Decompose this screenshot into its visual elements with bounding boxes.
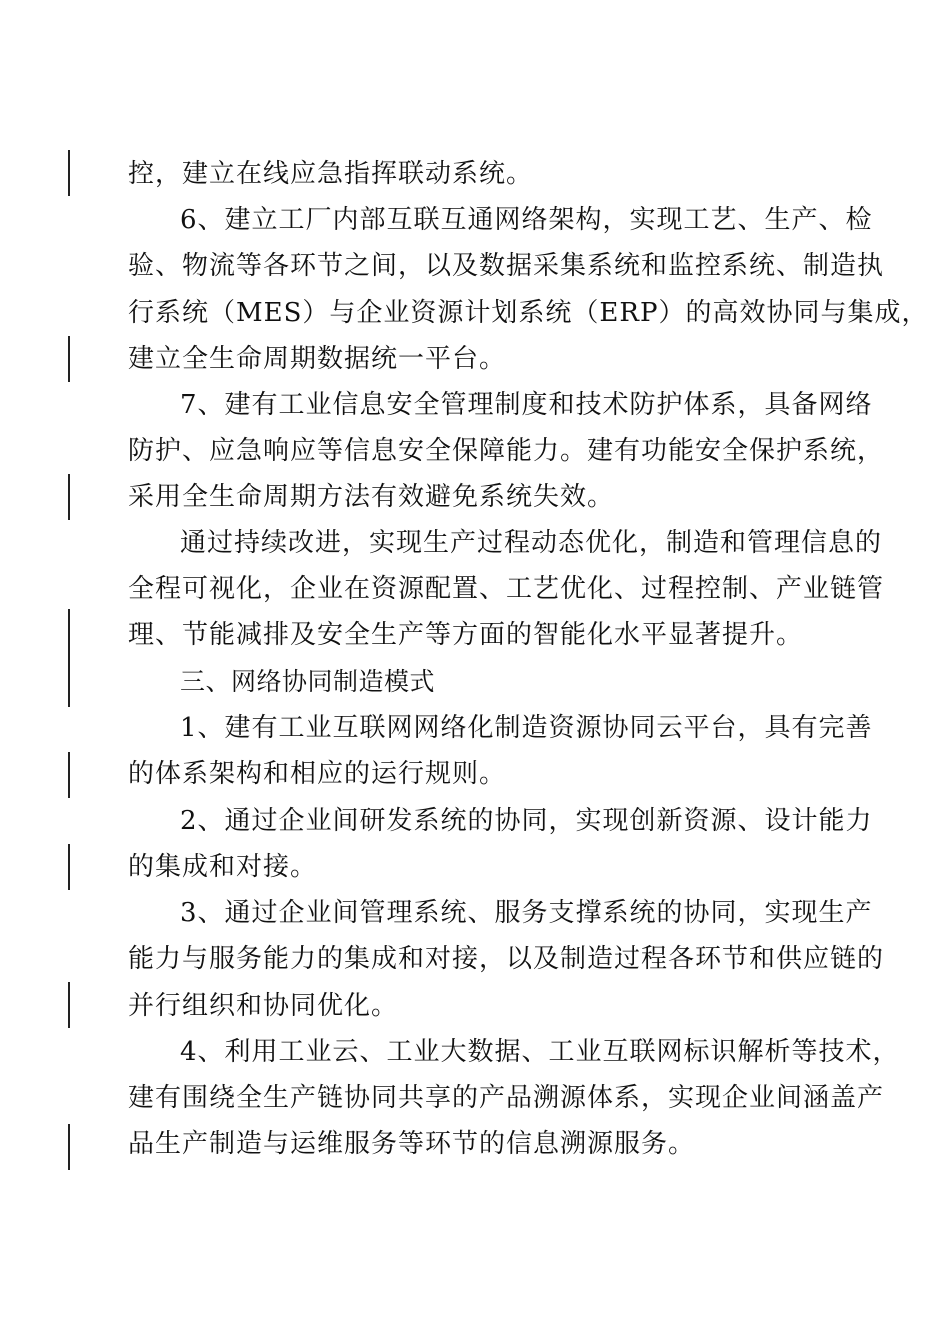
paragraph-line: 建有围绕全生产链协同共享的产品溯源体系，实现企业间涵盖产 — [128, 1083, 885, 1113]
paragraph-line: 并行组织和协同优化。 — [128, 991, 399, 1021]
paragraph-line: 品生产制造与运维服务等环节的信息溯源服务。 — [128, 1129, 696, 1159]
paragraph-line: 的集成和对接。 — [128, 852, 318, 882]
change-bar — [68, 474, 70, 520]
paragraph-line: 2、通过企业间研发系统的协同，实现创新资源、设计能力 — [180, 806, 873, 836]
change-bar — [68, 752, 70, 798]
paragraph-line: 通过持续改进，实现生产过程动态优化，制造和管理信息的 — [180, 528, 883, 558]
paragraph-line: 3、通过企业间管理系统、服务支撑系统的协同，实现生产 — [180, 898, 873, 928]
paragraph-line: 验、物流等各环节之间，以及数据采集系统和监控系统、制造执 — [128, 251, 885, 281]
paragraph-line: 控，建立在线应急指挥联动系统。 — [128, 159, 534, 189]
paragraph-line: 防护、应急响应等信息安全保障能力。建有功能安全保护系统， — [128, 436, 885, 466]
change-bar — [68, 844, 70, 890]
paragraph-line: 采用全生命周期方法有效避免系统失效。 — [128, 482, 615, 512]
paragraph-line: 全程可视化，企业在资源配置、工艺优化、过程控制、产业链管 — [128, 574, 885, 604]
paragraph-line: 能力与服务能力的集成和对接，以及制造过程各环节和供应链的 — [128, 944, 885, 974]
paragraph-line: 的体系架构和相应的运行规则。 — [128, 759, 507, 789]
paragraph-line: 6、建立工厂内部互联互通网络架构，实现工艺、生产、检 — [180, 205, 873, 235]
change-bar — [68, 609, 70, 707]
paragraph-line: 1、建有工业互联网网络化制造资源协同云平台，具有完善 — [180, 713, 873, 743]
section-heading: 三、网络协同制造模式 — [180, 667, 436, 696]
paragraph-line: 建立全生命周期数据统一平台。 — [128, 344, 507, 374]
paragraph-line: 行系统（MES）与企业资源计划系统（ERP）的高效协同与集成， — [128, 298, 929, 328]
paragraph-line: 4、利用工业云、工业大数据、工业互联网标识解析等技术， — [180, 1037, 900, 1067]
change-bar — [68, 150, 70, 196]
change-bar — [68, 1124, 70, 1170]
paragraph-line: 7、建有工业信息安全管理制度和技术防护体系，具备网络 — [180, 390, 873, 420]
change-bar — [68, 982, 70, 1028]
change-bar — [68, 336, 70, 382]
paragraph-line: 理、节能减排及安全生产等方面的智能化水平显著提升。 — [128, 620, 804, 650]
